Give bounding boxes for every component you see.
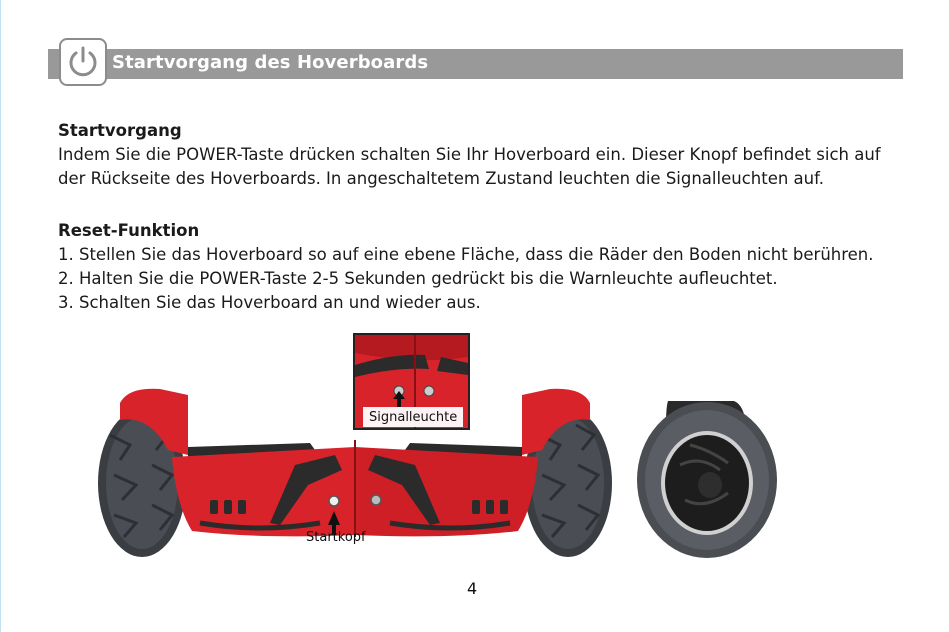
reset-heading: Reset-Funktion	[58, 221, 200, 240]
side-wheel	[637, 401, 777, 558]
power-icon	[65, 44, 101, 80]
reset-step-2: 2. Halten Sie die POWER-Taste 2-5 Sekunden gedrückt bis die Warnleuchte aufleuchtet.	[58, 269, 778, 288]
startvorgang-section	[58, 119, 881, 191]
indicator-light	[371, 495, 381, 505]
power-icon-frame	[59, 38, 107, 86]
page-number: 4	[467, 579, 478, 598]
paragraph-line: Indem Sie die POWER-Taste drücken schalten Sie Ihr Hoverboard ein. Dieser Knopf befindet sich auf	[58, 145, 881, 164]
reset-step-3: 3. Schalten Sie das Hoverboard an und wieder aus.	[58, 293, 481, 312]
reset-step-1: 1. Stellen Sie das Hoverboard so auf eine ebene Fläche, dass die Räder den Boden nicht berühren.	[58, 245, 874, 264]
startkopf-label: Startkopf	[306, 530, 366, 545]
paragraph-line: der Rückseite des Hoverboards. In angeschaltetem Zustand leuchten die Signalleuchten auf.	[58, 169, 824, 188]
signalleuchte-label: Signalleuchte	[369, 410, 458, 425]
power-button	[329, 496, 339, 506]
reset-section	[58, 219, 874, 315]
startvorgang-heading: Startvorgang	[58, 121, 182, 140]
section-title: Startvorgang des Hoverboards	[112, 52, 429, 73]
